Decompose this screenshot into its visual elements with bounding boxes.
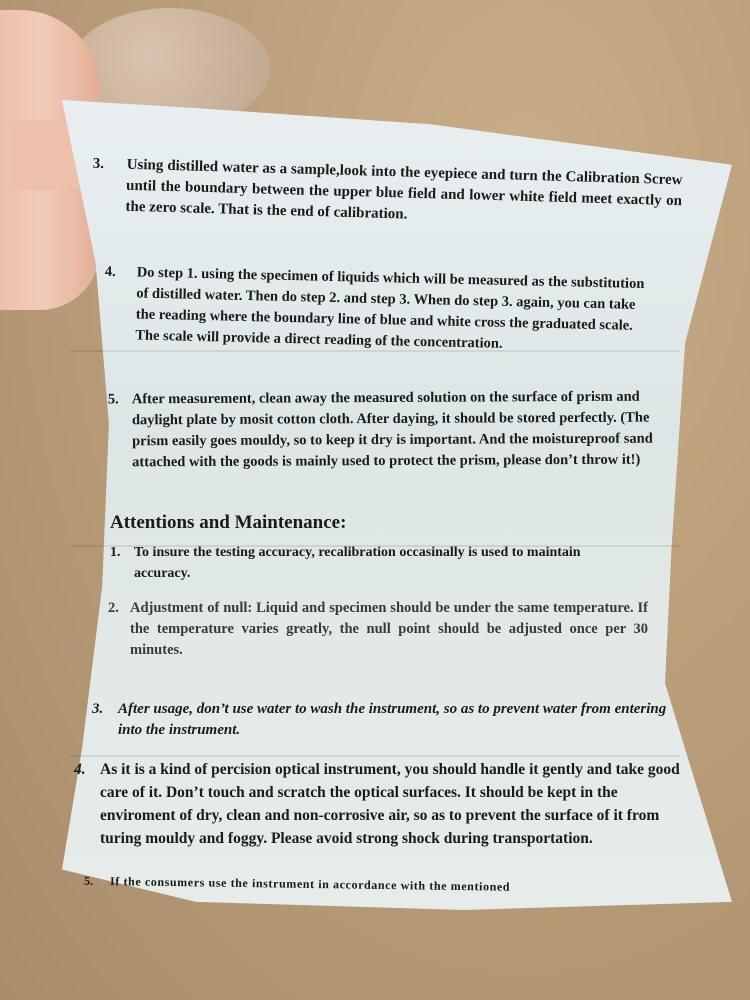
item-text: To insure the testing accuracy, recalibration occasinally is used to maintain accuracy.: [134, 545, 581, 581]
item-text: After usage, don’t use water to wash the instrument, so as to prevent water from entering into the instrument.: [118, 701, 667, 738]
step-4: [103, 262, 653, 358]
maintenance-2: [108, 598, 648, 661]
maintenance-3: [92, 699, 672, 741]
section-heading: Attentions and Maintenance:: [110, 512, 347, 533]
step-number: 3.: [92, 155, 105, 173]
item-number: 2.: [108, 600, 119, 616]
item-text: If the consumers use the instrument in accordance with the mentioned: [109, 874, 511, 894]
step-number: 5.: [107, 391, 119, 408]
item-number: 5.: [83, 873, 94, 888]
step-number: 4.: [104, 263, 116, 281]
item-text: As it is a kind of percision optical instrument, you should handle it gently and take good care of it. Don’t touch and scratch the optical surfaces. It should be kept in the enviroment of dry, clean and non-corrosive air, so as to prevent the surface of it from turing mouldy and foggy. Please avoid strong shock during transportation.: [100, 761, 680, 847]
step-text: After measurement, clean away the measured solution on the surface of prism and daylight plate by mosit cotton cloth. After daying, it should be stored perfectly. (The prism easily goes mouldy, so to keep it dry is important. And the moistureproof sand attached with the goods is mainly used to protect the prism, please don’t throw it!): [131, 388, 653, 471]
item-text: Adjustment of null: Liquid and specimen should be under the same temperature. If the temperature varies greatly, the null point should be adjusted once per 30 minutes.: [130, 600, 648, 658]
step-text: Do step 1. using the specimen of liquids which will be measured as the substitution of distilled water. Then do step 2. and step 3. When do step 3. again, you can take the reading where the boundary line of blue and white cross the graduated scale. The scale will provide a direct reading of the concentration.: [135, 264, 645, 352]
fold-line: [70, 755, 680, 757]
item-number: 3.: [92, 701, 104, 717]
maintenance-1: [110, 542, 640, 584]
step-text: Using distilled water as a sample,look into the eyepiece and turn the Calibration Screw until the boundary between the upper blue field and lower white field meet exactly on the zero scale. That is the end of calibration.: [125, 156, 683, 223]
step-5: [108, 387, 656, 474]
item-number: 4.: [74, 761, 86, 778]
maintenance-4: [74, 758, 694, 850]
item-number: 1.: [110, 545, 121, 560]
